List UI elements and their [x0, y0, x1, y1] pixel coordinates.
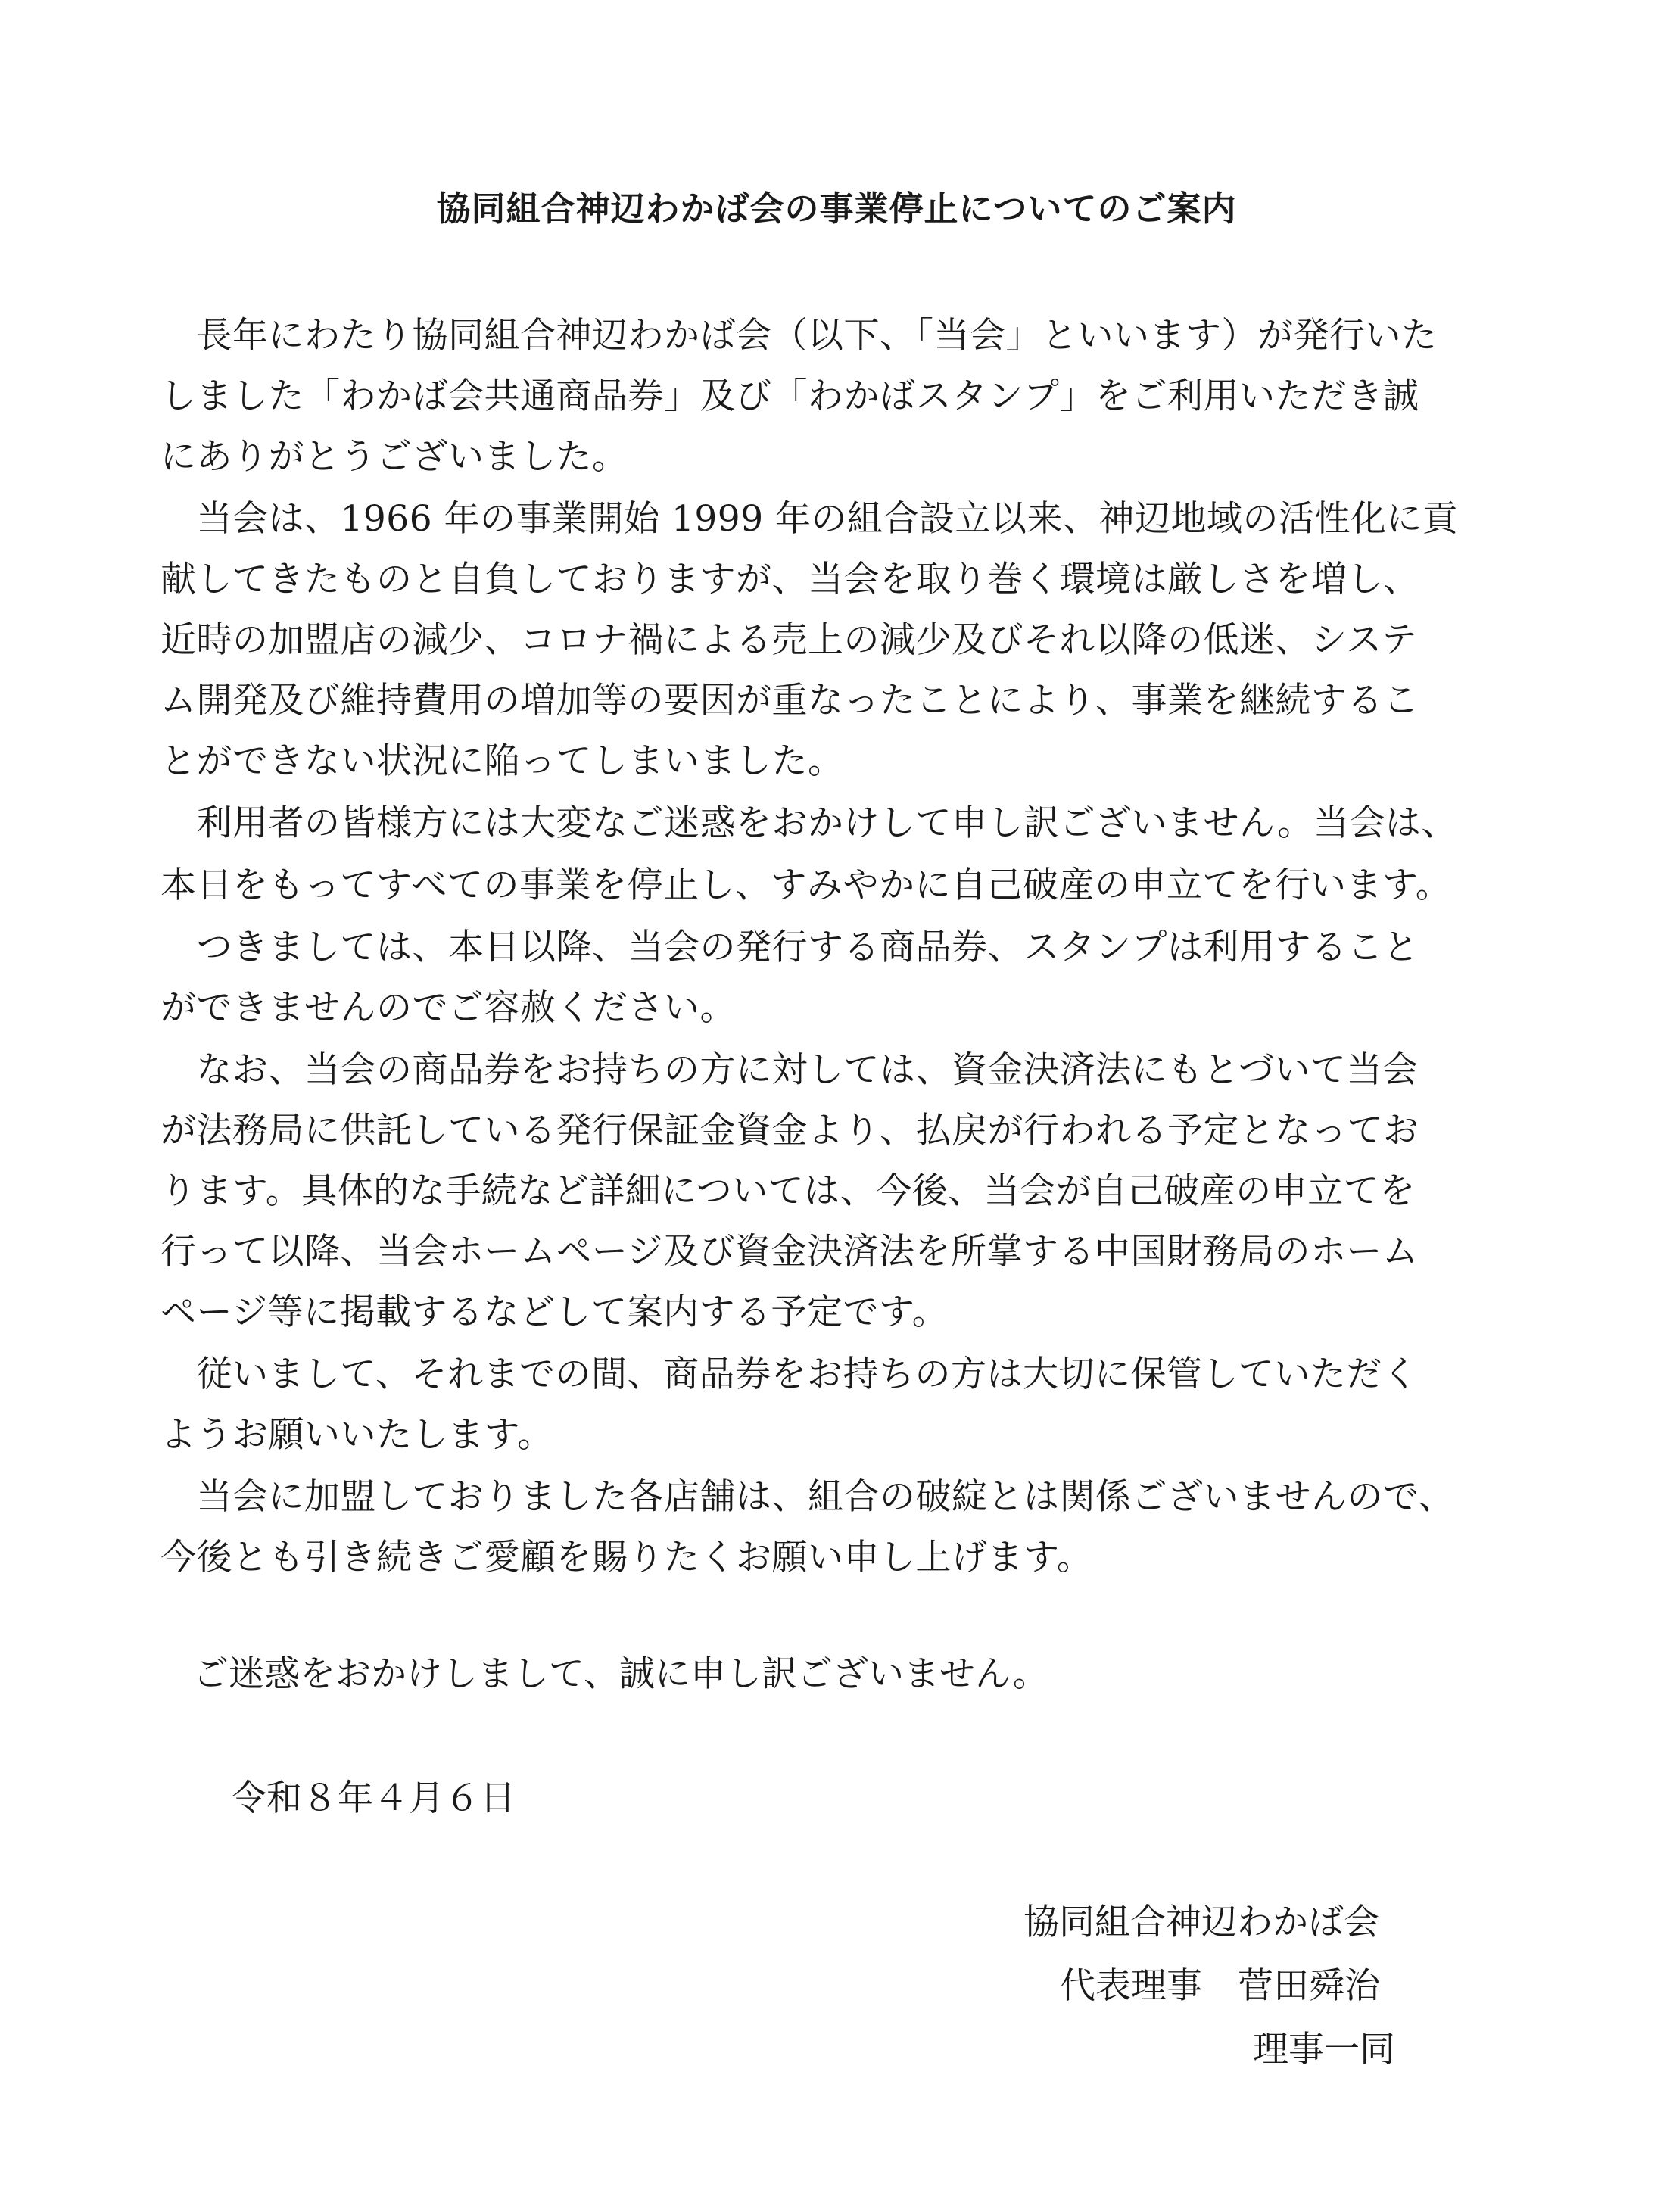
body-line: なお、当会の商品券をお持ちの方に対しては、資金決済法にもとづいて当会	[160, 1049, 1419, 1091]
body-line: しました「わかば会共通商品券」及び「わかばスタンプ」をご利用いただき誠	[160, 375, 1419, 417]
document-title: 協同組合神辺わかば会の事業停止についてのご案内	[436, 188, 1237, 229]
body-line: 近時の加盟店の減少、コロナ禍による売上の減少及びそれ以降の低迷、システ	[160, 619, 1418, 661]
signature-organization: 協同組合神辺わかば会	[1023, 1902, 1379, 1943]
body-line: ページ等に掲載するなどして案内する予定です。	[160, 1291, 949, 1333]
signature-representative: 代表理事 菅田舜治	[1060, 1965, 1380, 2007]
body-line: 本日をもってすべての事業を停止し、すみやかに自己破産の申立てを行います。	[160, 865, 1452, 906]
body-line: ができませんのでご容赦ください。	[160, 987, 736, 1029]
body-line: 今後とも引き続きご愛顧を賜りたくお願い申し上げます。	[160, 1537, 1093, 1578]
body-line: とができない状況に陥ってしまいました。	[160, 740, 844, 782]
body-line: 当会は、1966 年の事業開始 1999 年の組合設立以来、神辺地域の活性化に貢	[160, 498, 1459, 540]
body-line: ようお願いいたします。	[160, 1414, 553, 1456]
body-line: 行って以降、当会ホームページ及び資金決済法を所掌する中国財務局のホーム	[160, 1231, 1419, 1273]
body-line: 献してきたものと自負しておりますが、当会を取り巻く環境は厳しさを増し、	[160, 559, 1419, 600]
closing-apology: ご迷惑をおかけしまして、誠に申し訳ございません。	[193, 1653, 1048, 1695]
body-line: 当会に加盟しておりました各店舗は、組合の破綻とは関係ございませんので、	[160, 1476, 1455, 1518]
body-line: が法務局に供託している発行保証金資金より、払戻が行われる予定となってお	[160, 1110, 1419, 1151]
body-line: 従いまして、それまでの間、商品券をお持ちの方は大切に保管していただく	[160, 1354, 1419, 1395]
body-line: つきましては、本日以降、当会の発行する商品券、スタンプは利用すること	[160, 927, 1419, 968]
document-date: 令和８年４月６日	[231, 1777, 516, 1819]
body-line: ります。具体的な手続など詳細については、今後、当会が自己破産の申立てを	[160, 1170, 1416, 1212]
body-line: 利用者の皆様方には大変なご迷惑をおかけして申し訳ございません。当会は、	[160, 802, 1457, 844]
body-line: にありがとうございました。	[160, 436, 628, 478]
body-line: 長年にわたり協同組合神辺わかば会（以下、「当会」といいます）が発行いた	[160, 315, 1438, 357]
body-line: ム開発及び維持費用の増加等の要因が重なったことにより、事業を継続するこ	[160, 680, 1419, 721]
signature-board: 理事一同	[1253, 2029, 1395, 2070]
